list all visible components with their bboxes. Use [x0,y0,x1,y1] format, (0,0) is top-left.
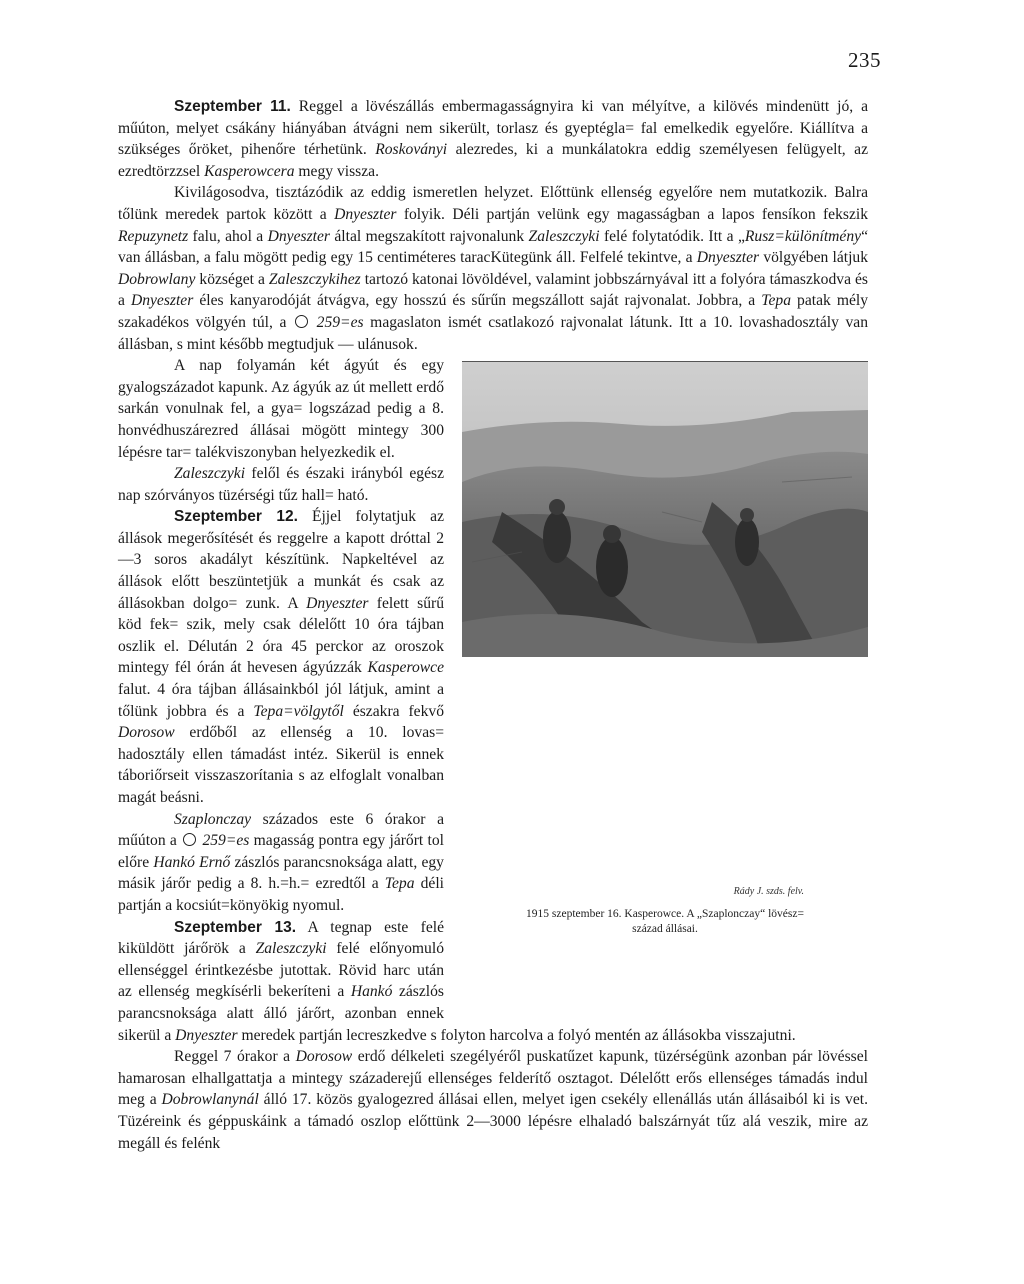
paragraph-sept-11 [118,96,868,182]
text-run: A nap folyamán két ágyút és egy gyalogszázadot kapunk. Az ágyúk az út mellett erdő sarkán vonulnak fel, a gya= logszázad pedig a 8. honvédhuszárezred állásai mögött mintegy 300 lépésre tar= talékviszonyban helyezkedik el. [118,357,444,461]
place-run: Dobrowlanynál [161,1091,259,1109]
place-run: Zaleszczyki [255,940,327,958]
text-run: északra fekvő [343,702,444,720]
text-run: által megszakított rajvonalunk [329,227,529,245]
text-run: felől és északi irányból egész nap szórványos tüzérségi tűz hall= ható. [118,465,444,504]
text-run: álló 17. közös gyalogezred állásai ellen, melyet igen csekély ellenállás után állásaiból ki is vet. Tüzéreink és géppuskáink a támadó oszlop előttünk 2—3000 lépésre elhaladó balszárnyát tűz alá veszik, mire az megáll és felénk [118,1091,868,1152]
date-heading: Szeptember 12. [174,508,298,526]
text-run: alezredes, ki a munkálatokra eddig személyesen felügyelt, az ezredtörzzsel [118,141,868,180]
text-run: felett sűrű köd fek= szik, mely csak délelőtt 10 óra tájban oszlik el. Délután 2 óra 45 perckor az oroszok mintegy fél órán át hevesen ágyúzzák [118,594,445,677]
place-run: Kasperowcera [204,162,295,180]
place-run: Dobrowlany [118,270,196,288]
text-run: zászlós parancsnoksága alatt álló járőrt, azonban ennek sikerül a [118,983,444,1044]
text-run: folyik. Déli partján velünk egy magasságban a lapos fensíkon fekszik [396,205,869,223]
text-run: községet a [195,270,269,288]
text-run: Reggel 7 órakor a [174,1048,296,1066]
trench-photo-image [462,362,868,657]
photo-caption [462,903,868,937]
name-run: Hankó Ernő [153,853,231,871]
text-run: megy vissza. [294,162,379,180]
text-run: éles kanyarodóját átvágva, egy hosszú és sűrűn megszállott saját rajvonalat. Jobbra, a [193,292,762,310]
text-run: Éjjel folytatjuk az állások megerősítését és reggelre a kapott dróttal 2—3 soros akadályt készítünk. Napkeltével az állások előtt beszüntetjük a munkát és csak az állásokban dolgo= zunk. A [118,508,444,612]
photo-credit: Rády J. szds. felv. [733,886,804,898]
text-run: meredek partján lecreszkedve s folyton harcolva a folyó mentén az állásokba visszajutni. [237,1026,796,1044]
place-run: Dorosow [118,724,175,742]
place-run: Tepa [761,292,792,310]
text-run: Reggel a lövészállás embermagasságnyira ki van mélyítve, a kilövés mindenütt jó, a műúton, melyet csákány hiányában átvágni nem sikerült, torlasz és gyeptégla= fal emelkedik egyelőre. Kiállítva a szükséges őröket, pihenőre térhetünk. [118,98,868,159]
unit-run: Rusz=különítmény [744,227,862,245]
text-run: “ van állásban, a falu mögött pedig egy 15 centiméteres taracKütegünk áll. Felfelé tekintve, a [118,227,868,267]
place-run: Zaleszczyki [174,465,246,483]
text-run: tartozó katonai lövöldével, valamint jobbszárnyával itt a folyóra támaszkodva és a [118,270,868,310]
place-run: Dnyeszter [306,594,369,612]
caption-line: század állásai. [632,922,698,935]
place-run: Dorosow [295,1048,353,1066]
height-run: 259=es [202,832,250,850]
name-run: Szaplonczay [174,810,252,828]
text-run: erdőből az ellenség a 10. lovas= hadosztály ellen támadást intéz. Sikerül is ennek táboriőrseit visszaszorítania s az elfoglalt vonalban magát beásni. [118,724,444,806]
text-run: falut. 4 óra tájban állásainkból jól látjuk, amint a tőlünk jobbra és a [118,681,444,720]
text-run: zászlós parancsnoksága alatt, egy másik járőr pedig a 8. h.=h.= ezredtől a [118,853,444,893]
place-run: Tepa [384,875,415,893]
text-run: felé előnyomuló ellenséggel érintkezésbe jutottak. Rövid harc után az ellenség megkísérli bekeríteni a [118,940,444,1001]
paragraph-attack [118,1046,868,1154]
place-run: Dnyeszter [696,249,760,267]
trench-photo [462,361,868,657]
text-run: patak mély szakadékos völgyén túl, a [118,292,868,331]
triangulation-point-icon [295,315,308,328]
text-run: százados este 6 órakor a műúton a [118,810,444,850]
place-run: Kasperowce [367,659,444,677]
triangulation-point-icon [183,833,196,846]
body-text [118,96,868,1154]
place-run: Zaleszczyki [528,227,600,245]
text-run: magaslaton ismét csatlakozó rajvonalat látunk. Itt a 10. lovashadosztály van állásban, s mint később megtudjuk — ulánusok. [118,313,869,353]
date-heading: Szeptember 13. [174,918,297,936]
text-run: magasság pontra egy járőrt tol előre [118,832,445,871]
page-number: 235 [848,48,881,72]
text-run: déli partján a kocsiút=könyökig nyomul. [118,875,444,914]
height-run: 259=es [316,313,364,331]
text-run: erdő délkeleti szegélyéről puskatűzet kapunk, tüzérségünk azonban pár lövéssel hamarosan elhallgattatja a mintegy századerejű ellenséges felderítő osztagot. Délelőtt erős ellenséges támadás indul meg a [118,1048,868,1109]
name-run: Roskoványi [375,141,448,159]
place-run: Repuzynetz [118,227,189,245]
text-run: Kivilágosodva, tisztázódik az eddig ismeretlen helyzet. Előttünk ellenség egyelőre nem mutatkozik. Balra tőlünk meredek partok között a [118,184,868,223]
place-run: Dnyeszter [175,1026,238,1044]
name-run: Hankó [350,983,393,1001]
place-run: Tepa=völgytől [253,702,344,720]
place-run: Dnyeszter [130,292,194,310]
text-run: falu, ahol a [188,227,268,245]
place-run: Dnyeszter [334,205,397,223]
paragraph-situation [118,182,868,355]
date-heading: Szeptember 11. [174,98,291,115]
place-run: Dnyeszter [267,227,330,245]
caption-line: 1915 szeptember 16. Kasperowce. A „Szaplonczay“ lövész= [526,907,804,920]
photo-figure [462,361,868,1011]
text-run: felé folytatódik. Itt a „ [599,227,745,245]
place-run: Zaleszczykihez [268,270,361,288]
text-run: A tegnap este felé kiküldött járőrök a [118,918,444,958]
text-run: völgyében látjuk [759,249,869,267]
